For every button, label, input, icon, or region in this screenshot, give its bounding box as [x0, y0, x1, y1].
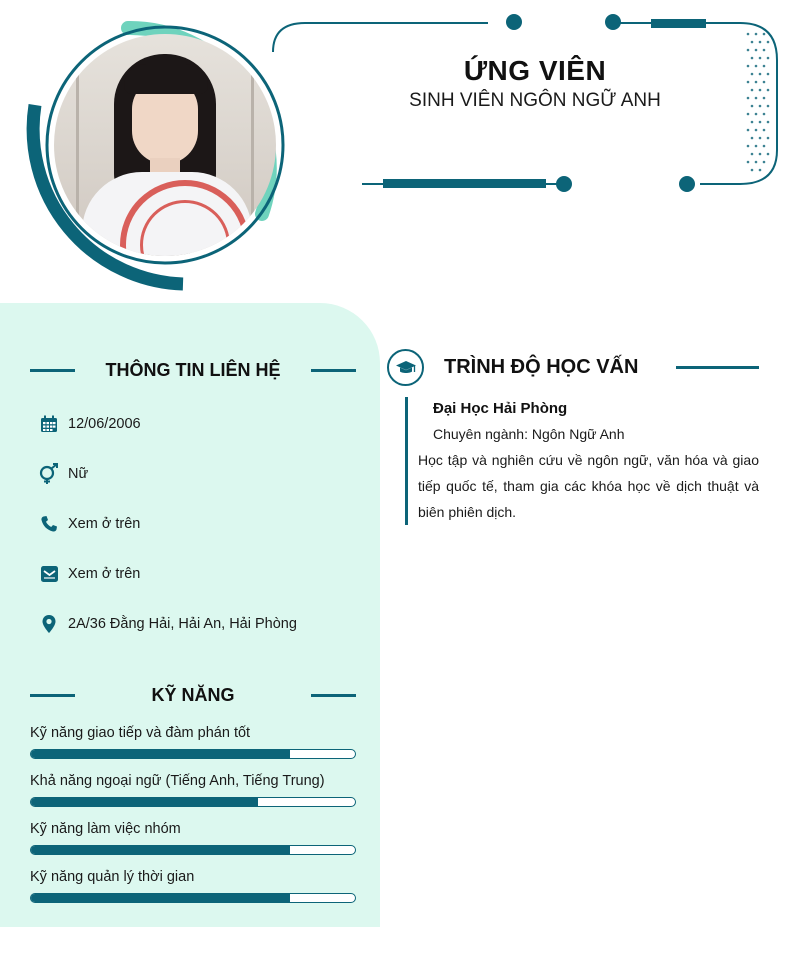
address-value: 2A/36 Đằng Hải, Hải An, Hải Phòng — [68, 616, 297, 632]
email-value: Xem ở trên — [68, 566, 141, 582]
contact-item-phone — [36, 511, 140, 537]
skills-heading — [30, 680, 356, 710]
title-frame-top — [273, 23, 488, 52]
skill-item — [30, 771, 356, 807]
dot-pattern — [747, 33, 770, 172]
school-description: Học tập và nghiên cứu về ngôn ngữ, văn hóa và giao tiếp quốc tế, tham gia các khóa học về dịch thuật và biên phiên dịch. — [418, 452, 759, 520]
contact-heading — [30, 355, 356, 385]
location-pin-icon — [36, 611, 62, 637]
skills-heading-text: KỸ NĂNG — [151, 685, 235, 705]
skill-bar-fill — [31, 798, 258, 806]
candidate-position: SINH VIÊN NGÔN NGỮ ANH — [409, 90, 661, 111]
skill-item — [30, 867, 356, 903]
contact-item-email — [36, 561, 140, 587]
skill-item — [30, 819, 356, 855]
profile-photo — [54, 34, 276, 256]
title-frame-dot — [506, 14, 522, 30]
education-heading: TRÌNH ĐỘ HỌC VẤN — [444, 356, 639, 378]
phone-value: Xem ở trên — [68, 516, 141, 532]
graduation-cap-icon — [387, 349, 424, 386]
title-block — [380, 54, 690, 112]
title-frame-right — [700, 23, 777, 184]
candidate-name: ỨNG VIÊN — [463, 55, 607, 86]
contact-heading-text: THÔNG TIN LIÊN HỆ — [105, 360, 281, 380]
skill-name: Kỹ năng quản lý thời gian — [30, 869, 195, 885]
skill-bar — [30, 893, 356, 903]
phone-icon — [36, 511, 62, 537]
contact-item-gender — [36, 461, 88, 487]
title-frame-bar — [651, 19, 706, 28]
birthdate-value: 12/06/2006 — [68, 416, 141, 432]
school-major: Chuyên ngành: Ngôn Ngữ Anh — [433, 426, 625, 442]
skill-bar-fill — [31, 846, 290, 854]
gender-value: Nữ — [68, 466, 89, 482]
skill-bar — [30, 797, 356, 807]
title-frame-dot — [556, 176, 572, 192]
skill-name: Kỹ năng giao tiếp và đàm phán tốt — [30, 725, 251, 741]
title-frame-bar — [383, 179, 546, 188]
skill-name: Kỹ năng làm việc nhóm — [30, 821, 181, 837]
contact-item-birthdate — [36, 411, 141, 437]
skill-item — [30, 723, 356, 759]
title-frame-dot — [679, 176, 695, 192]
envelope-icon — [36, 561, 62, 587]
education-item — [405, 397, 759, 525]
skill-bar-fill — [31, 750, 290, 758]
school-name: Đại Học Hải Phòng — [433, 400, 568, 417]
skill-bar — [30, 749, 356, 759]
gender-icon — [36, 461, 62, 487]
contact-item-address — [36, 611, 297, 637]
education-heading-line — [676, 366, 759, 369]
calendar-icon — [36, 411, 62, 437]
skill-bar — [30, 845, 356, 855]
skill-name: Khả năng ngoại ngữ (Tiếng Anh, Tiếng Trung) — [30, 773, 325, 789]
skill-bar-fill — [31, 894, 290, 902]
